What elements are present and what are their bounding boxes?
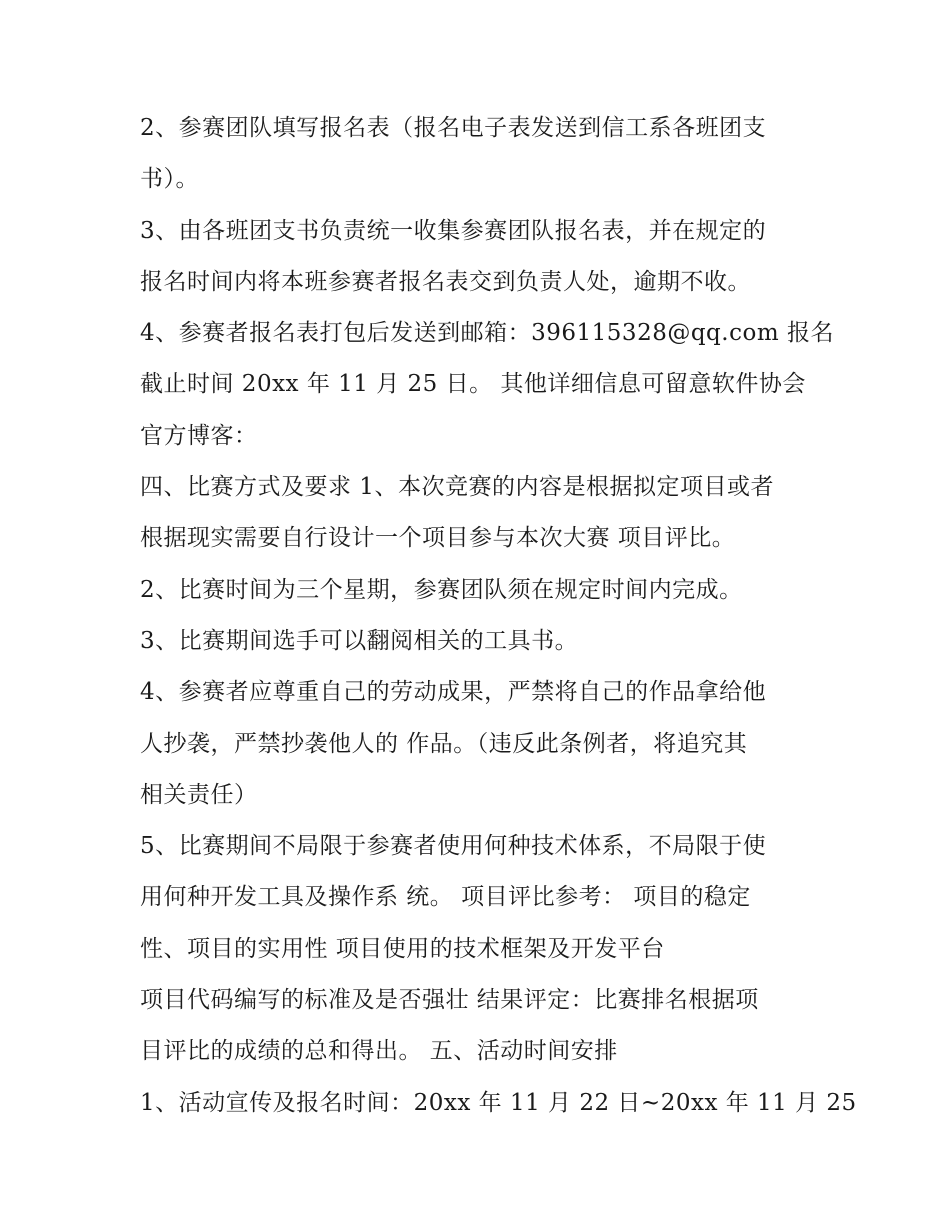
text-line: 2、比赛时间为三个星期，参赛团队须在规定时间内完成。 [140, 576, 743, 603]
text-line: 报名时间内将本班参赛者报名表交到负责人处，逾期不收。 [140, 268, 751, 295]
text-line: 用何种开发工具及操作系 统。 项目评比参考： 项目的稳定 [140, 884, 751, 911]
document-body [140, 103, 857, 1129]
text-line: 4、参赛者报名表打包后发送到邮箱：396115328@qq.com 报名 [140, 320, 834, 347]
text-line: 2、参赛团队填写报名表（报名电子表发送到信工系各班团支 [140, 115, 767, 141]
text-line: 人抄袭，严禁抄袭他人的 作品。（违反此条例者，将追究其 [140, 730, 748, 757]
text-line: 5、比赛期间不局限于参赛者使用何种技术体系，不局限于使 [140, 833, 767, 860]
text-line: 相关责任） [140, 781, 258, 808]
text-line: 书）。 [140, 166, 199, 193]
text-line: 3、由各班团支书负责统一收集参赛团队报名表，并在规定的 [140, 217, 767, 244]
text-line: 根据现实需要自行设计一个项目参与本次大赛 项目评比。 [140, 525, 736, 552]
text-line: 目评比的成绩的总和得出。 五、活动时间安排 [140, 1038, 618, 1065]
text-line: 性、项目的实用性 项目使用的技术框架及开发平台 [140, 935, 665, 962]
text-line: 官方博客： [140, 422, 258, 449]
text-line: 4、参赛者应尊重自己的劳动成果，严禁将自己的作品拿给他 [140, 679, 767, 706]
text-line: 截止时间 20xx 年 11 月 25 日。 其他详细信息可留意软件协会 [140, 371, 806, 398]
text-line: 四、比赛方式及要求 1、本次竞赛的内容是根据拟定项目或者 [140, 474, 774, 501]
text-line: 3、比赛期间选手可以翻阅相关的工具书。 [140, 627, 579, 654]
text-line: 项目代码编写的标准及是否强壮 结果评定：比赛排名根据项 [140, 987, 759, 1014]
text-line: 1、活动宣传及报名时间：20xx 年 11 月 22 日~20xx 年 11 月 25 [140, 1089, 857, 1116]
